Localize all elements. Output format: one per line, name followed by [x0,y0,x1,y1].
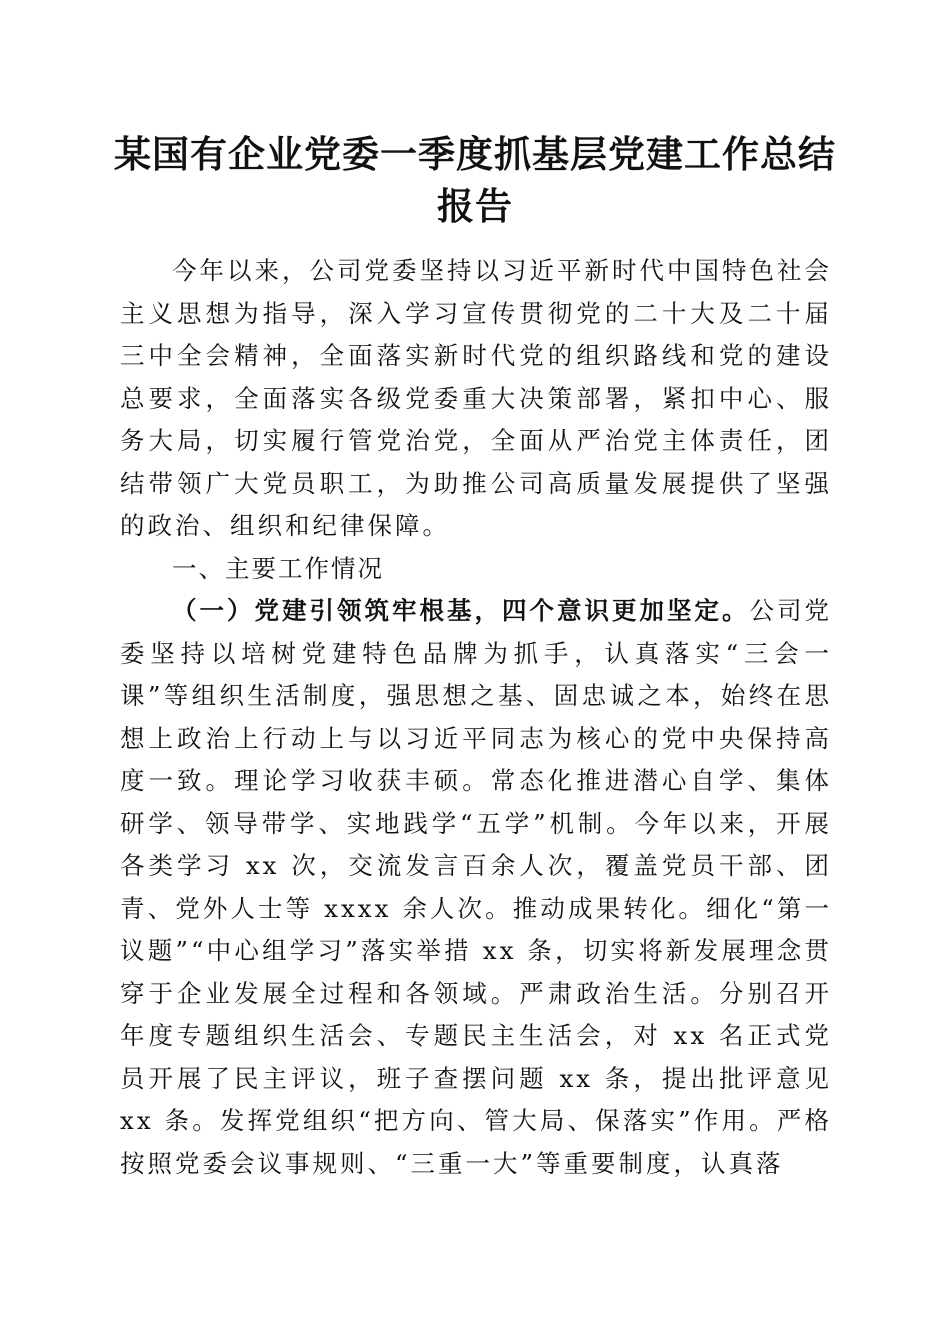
intro-paragraph: 今年以来，公司党委坚持以习近平新时代中国特色社会主义思想为指导，深入学习宣传贯彻党的二十大及二十届三中全会精神，全面落实新时代党的组织路线和党的建设总要求，全面落实各级党委重大决策部署，紧扣中心、服务大局，切实履行管党治党，全面从严治党主体责任，团结带领广大党员职工，为助推公司高质量发展提供了坚强的政治、组织和纪律保障。 [120,256,832,540]
section-heading: 一、主要工作情况 [172,553,384,583]
subsection-paragraph [120,590,832,1185]
document-title: 某国有企业党委一季度抓基层党建工作总结报告 [114,132,836,228]
document-body [120,250,832,1185]
subsection-body: 公司党委坚持以培树党建特色品牌为抓手，认真落实“三会一课”等组织生活制度，强思想之基、固忠诚之本，始终在思想上政治上行动上与以习近平同志为核心的党中央保持高度一致。理论学习收获丰硕。常态化推进潜心自学、集体研学、领导带学、实地践学“五学”机制。今年以来，开展各类学习 xx 次，交流发言百余人次，覆盖党员干部、团青、党外人士等 xxxx 余人次。推动成果转化。细化“第一议题”“中心组学习”落实举措 xx 条，切实将新发展理念贯穿于企业发展全过程和各领域。严肃政治生活。分别召开年度专题组织生活会、专题民主生活会，对 xx 名正式党员开展了民主评议，班子查摆问题 xx 条，提出批评意见 xx 条。发挥党组织“把方向、管大局、保落实”作用。严格按照党委会议事规则、“三重一大”等重要制度，认真落 [120,596,832,1178]
subsection-heading: （一）党建引领筑牢根基，四个意识更加坚定。 [172,596,750,625]
